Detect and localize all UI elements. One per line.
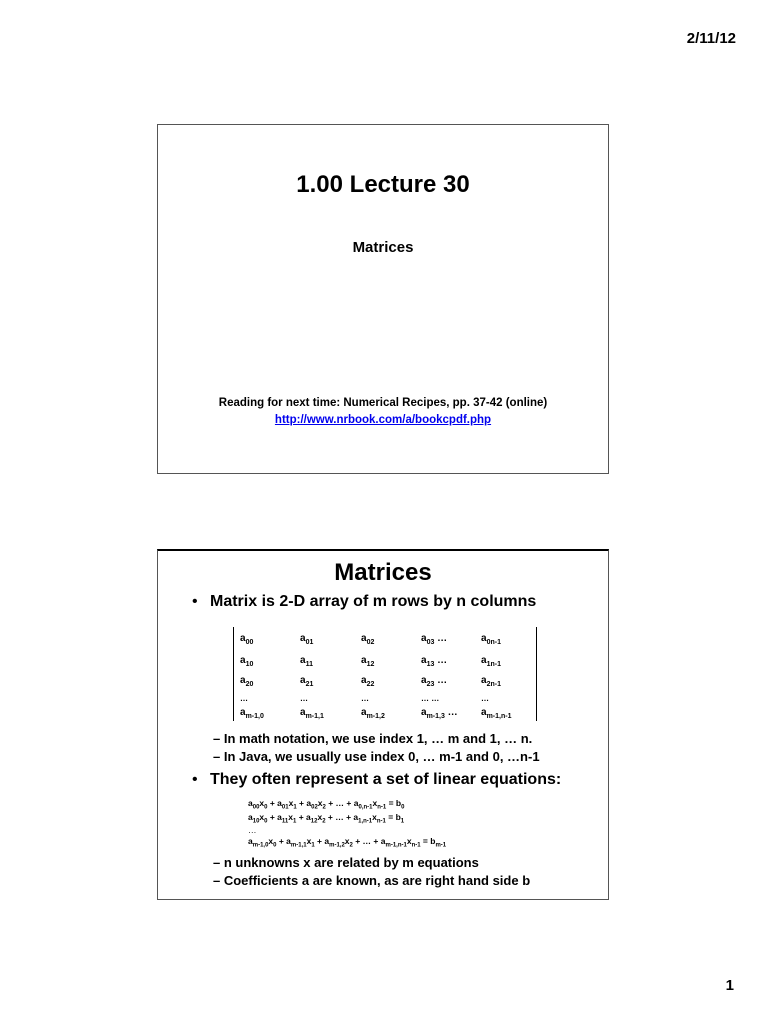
matrix-cell: $a_{11}$	[300, 655, 313, 668]
matrix-cell: $a_{m-1,n-1}$	[481, 707, 512, 720]
reading-link[interactable]: http://www.nrbook.com/a/bookcpdf.php	[274, 414, 492, 426]
slide-matrices	[157, 549, 609, 900]
equation-row-1: $a_{10}x_0 + a_{11}x_1 + a_{12}x_2$ + … + $a_{1,n-1}x_{n-1} = b_1$	[248, 812, 405, 825]
matrix-cell: $a_{13}$ …	[421, 655, 448, 668]
matrix-cell: $a_{0n-1}$	[481, 633, 501, 646]
matrix-cell: $a_{10}$	[240, 655, 254, 668]
matrix-cell: $a_{20}$	[240, 675, 254, 688]
sub-bullet-coefficients: – Coefficients a are known, as are right hand side b	[213, 873, 531, 888]
matrix-cell: $a_{02}$	[361, 633, 375, 646]
bullet-linear-equations: • They often represent a set of linear equations:	[192, 771, 562, 788]
matrix-cell: …	[361, 694, 369, 703]
reading-note: Reading for next time: Numerical Recipes, pp. 37-42 (online)	[218, 397, 548, 409]
matrix-cell: …	[481, 694, 489, 703]
matrix-cell: $a_{m-1,1}$	[300, 707, 324, 720]
matrix-cell: $a_{m-1,3}$ …	[421, 707, 458, 720]
matrix-cell: …	[240, 694, 248, 703]
page-number: 1	[725, 977, 734, 994]
equation-row-last: $a_{m-1,0}x_0 + a_{m-1,1}x_1 + a_{m-1,2}x_2$ + … + $a_{m-1,n-1}x_{n-1} = b_{m-1}$	[248, 836, 447, 849]
sub-bullet-java-index: – In Java, we usually use index 0, … m-1 and 0, …n-1	[213, 749, 540, 764]
matrix-notation	[233, 627, 537, 721]
matrix-cell: …	[300, 694, 308, 703]
bullet-matrix-definition: • Matrix is 2-D array of m rows by n columns	[192, 593, 537, 610]
equation-ellipsis: …	[248, 825, 257, 835]
matrix-cell: $a_{22}$	[361, 675, 375, 688]
slide-title	[157, 124, 609, 474]
matrix-cell: $a_{2n-1}$	[481, 675, 501, 688]
matrix-cell: $a_{23}$ …	[421, 675, 448, 688]
sub-bullet-math-index: – In math notation, we use index 1, … m and 1, … n.	[213, 731, 533, 746]
lecture-subtitle: Matrices	[352, 239, 414, 256]
sub-bullet-unknowns: – n unknowns x are related by m equations	[213, 855, 479, 870]
matrix-cell: $a_{03}$ …	[421, 633, 448, 646]
bullet-text: Matrix is 2-D array of m rows by n columns	[210, 593, 537, 610]
matrix-cell: $a_{m-1,0}$	[240, 707, 264, 720]
matrix-cell: $a_{00}$	[240, 633, 254, 646]
equation-row-0: $a_{00}x_0 + a_{01}x_1 + a_{02}x_2$ + … + $a_{0,n-1}x_{n-1} = b_0$	[248, 798, 405, 811]
matrix-cell: … …	[421, 694, 440, 703]
bullet-text: They often represent a set of linear equations:	[210, 771, 562, 788]
matrix-cell: $a_{01}$	[300, 633, 314, 646]
lecture-title: 1.00 Lecture 30	[296, 171, 470, 198]
slide-heading: Matrices	[334, 559, 432, 586]
matrix-cell: $a_{21}$	[300, 675, 314, 688]
matrix-cell: $a_{1n-1}$	[481, 655, 501, 668]
page-date: 2/11/12	[686, 30, 736, 47]
matrix-cell: $a_{m-1,2}$	[361, 707, 385, 720]
matrix-cell: $a_{12}$	[361, 655, 375, 668]
